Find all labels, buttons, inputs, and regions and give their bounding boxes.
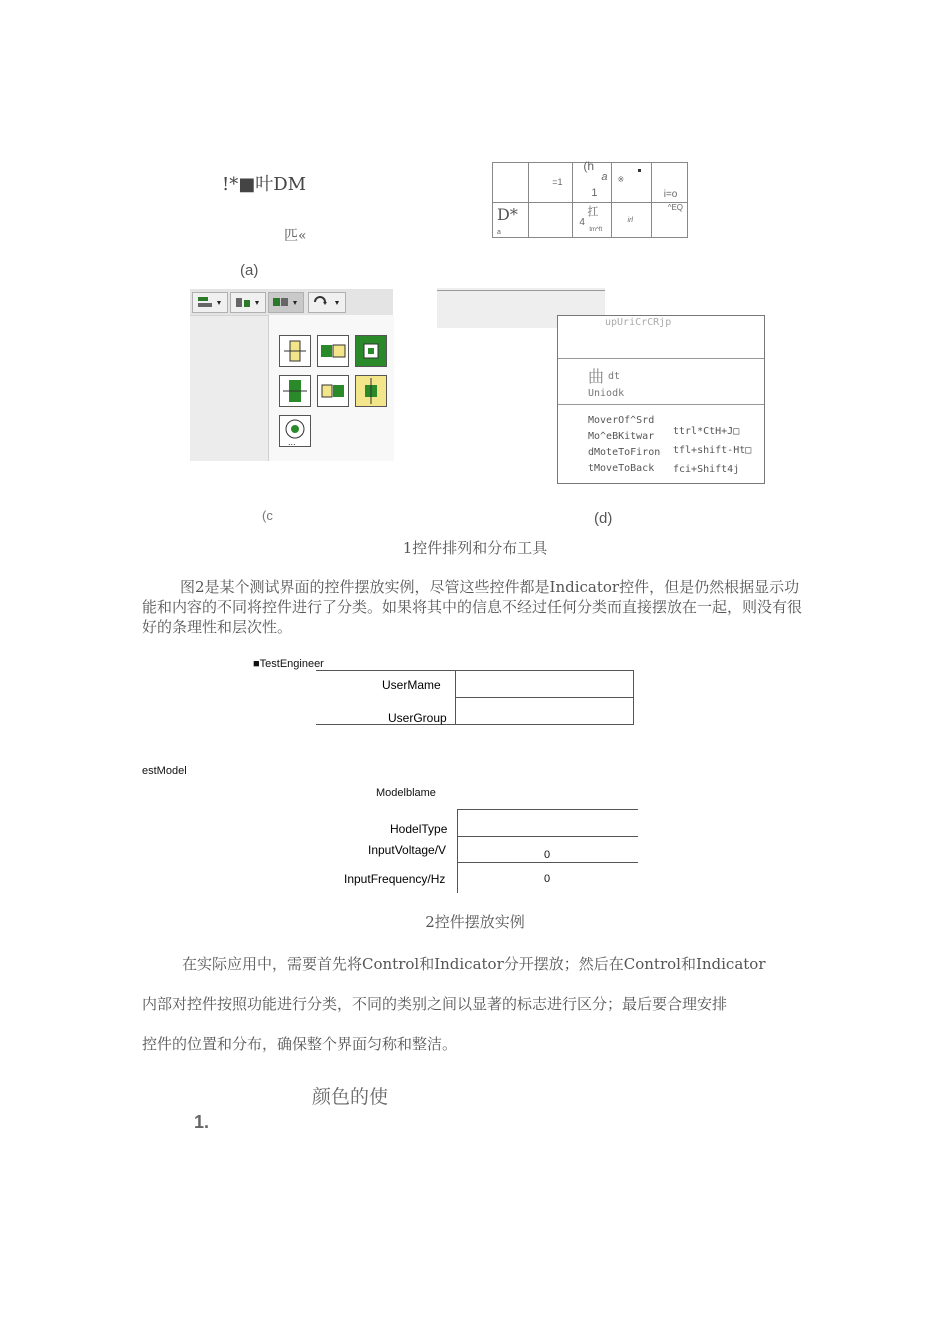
garbled-text-2: 匹« — [284, 228, 307, 244]
input-frequency-value: 0 — [544, 873, 551, 885]
resize-both-icon[interactable] — [355, 375, 387, 407]
reorder-menu — [557, 315, 765, 484]
resize-width-icon[interactable] — [279, 375, 311, 407]
input-frequency-label: InputFrequency/Hz — [344, 872, 446, 886]
table-cell: 扛 4 tm^ft — [573, 203, 611, 238]
resize-icon — [269, 293, 303, 312]
table-cell — [529, 203, 573, 238]
table-cell: ※ — [611, 163, 651, 203]
table-cell: ^EQ — [651, 203, 687, 238]
paragraph-2-line-1: 在实际应用中，需要首先将Control和Indicator分开摆放；然后在Control和Indicator — [182, 955, 766, 973]
group-title-test-model: estModel — [142, 765, 187, 777]
figure-label-a: (a) — [240, 262, 259, 279]
model-name-label: Modelblame — [376, 787, 436, 799]
input-voltage-label: InputVoltage/V — [368, 843, 447, 857]
figure-caption-2: 2控件摆放实例 — [425, 913, 525, 931]
table-cell: irl — [611, 203, 651, 238]
match-height-icon[interactable] — [317, 335, 349, 367]
dot-mark — [638, 169, 641, 172]
figure-label-d: (d) — [594, 510, 613, 527]
match-width-icon[interactable] — [279, 335, 311, 367]
menu-items-left — [588, 413, 660, 477]
menu-item[interactable]: MoverOf^Srd — [588, 415, 655, 426]
toolbar-strip — [190, 289, 393, 316]
model-type-label: HodelType — [390, 822, 448, 836]
distribute-icon — [231, 293, 265, 312]
input-voltage-value: 0 — [544, 849, 551, 861]
toolbar-screenshot — [190, 289, 393, 461]
resize-height-icon[interactable] — [317, 375, 349, 407]
resize-dialog-icon[interactable] — [279, 415, 311, 447]
menu-item-ungroup[interactable]: Uniodk — [588, 388, 625, 399]
paragraph-2-line-3: 控件的位置和分布，确保整个界面匀称和整洁。 — [142, 1035, 458, 1053]
reorder-icon — [309, 293, 345, 312]
paragraph-1: 图2是某个测试界面的控件摆放实例，尽管这些控件都是Indicator控件，但是仍然根据显示功能和内容的不同将控件进行了分类。如果将其中的信息不经过任何分类而直接摆放在一起，则没有很好的条理性和层次性。 — [142, 578, 803, 636]
resize-objects-button[interactable] — [268, 292, 304, 313]
menu-shortcut: ttrl*CtH+J□ — [673, 426, 740, 437]
menu-item[interactable]: tMoveToBack — [588, 463, 655, 474]
garbled-text-1: !*■叶DM — [222, 174, 307, 195]
menu-shortcut: tfl+shift-Ht□ — [673, 445, 752, 456]
user-name-field[interactable] — [456, 671, 633, 697]
align-icon — [193, 293, 227, 312]
menu-shortcut: fci+Shift4j — [673, 464, 740, 475]
reorder-button[interactable] — [308, 292, 346, 313]
menu-top-text: upUriCrCRjp — [605, 317, 672, 328]
menu-shortcuts — [673, 422, 751, 479]
menu-small-text: dt — [608, 371, 621, 382]
table-cell — [493, 163, 529, 203]
table-cell: =1 — [529, 163, 573, 203]
figure-caption-1: 1控件排列和分布工具 — [402, 539, 548, 557]
align-objects-button[interactable] — [192, 292, 228, 313]
table-cell: i=o — [651, 163, 687, 203]
section-number: 1. — [194, 1112, 210, 1132]
table-cell: (h a 1 — [573, 163, 611, 203]
svg-text:...: ... — [288, 438, 296, 446]
menu-glyph: 曲 — [588, 367, 605, 386]
fragment-table — [492, 159, 688, 238]
match-both-icon[interactable] — [355, 335, 387, 367]
menu-item[interactable]: dMoteToFiron — [588, 447, 661, 458]
table-cell: D* a — [493, 203, 529, 238]
user-name-label: UserMame — [382, 678, 441, 692]
menu-item[interactable]: Mo^eBKitwar — [588, 431, 655, 442]
user-group-field[interactable] — [456, 698, 633, 724]
resize-dropdown — [268, 315, 394, 461]
distribute-objects-button[interactable] — [230, 292, 266, 313]
figure-label-c: (c — [262, 508, 273, 523]
group-title-test-engineer: ■TestEngineer — [253, 658, 324, 670]
section-title: 颜色的使 — [312, 1087, 389, 1108]
paragraph-2-line-2: 内部对控件按照功能进行分类，不同的类别之间以显著的标志进行区分；最后要合理安排 — [142, 995, 728, 1013]
user-group-label: UserGroup — [388, 711, 447, 725]
